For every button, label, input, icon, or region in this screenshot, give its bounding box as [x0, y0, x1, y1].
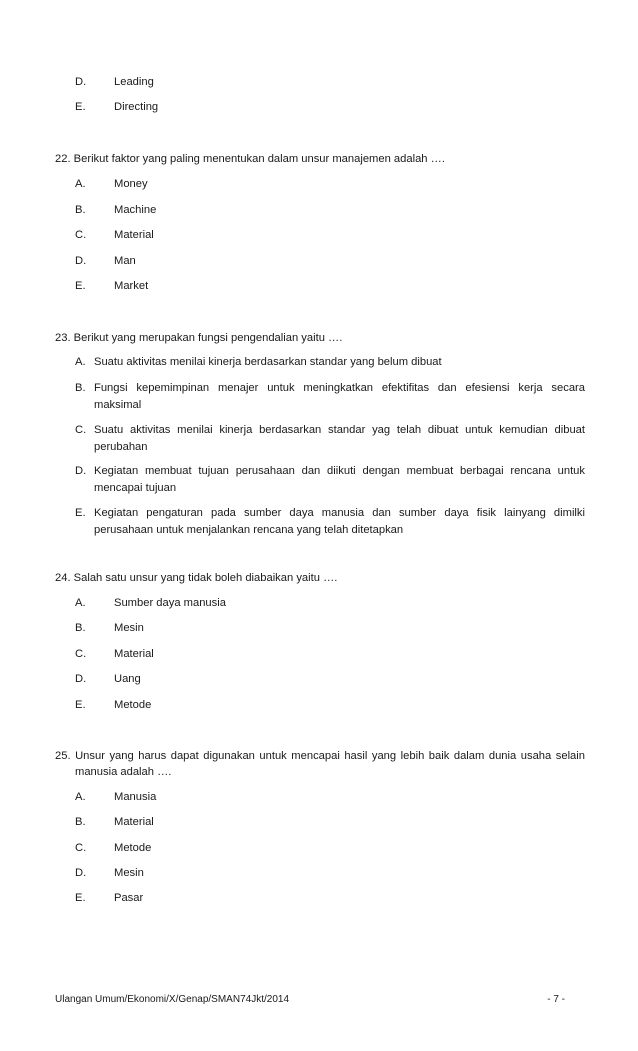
option-text: Material [114, 229, 154, 241]
option-text: Sumber daya manusia [114, 597, 226, 609]
option-letter: E. [75, 699, 86, 711]
option-text-line-1: Kegiatan membuat tujuan perusahaan dan diikuti dengan membuat berbagai rencana untuk [94, 465, 585, 477]
option-letter: A. [75, 356, 86, 368]
option-letter: A. [75, 791, 86, 803]
option-text: Manusia [114, 791, 157, 803]
footer-page-number: - 7 - [547, 994, 565, 1005]
option-text-line-1: Fungsi kepemimpinan menajer untuk meningkatkan efektifitas dan efesiensi kerja secara [94, 382, 585, 394]
question-22-stem: 22. Berikut faktor yang paling menentukan dalam unsur manajemen adalah …. [55, 153, 445, 165]
option-text: Metode [114, 699, 152, 711]
q23-option-c [75, 422, 585, 455]
q23-option-d [75, 463, 585, 496]
option-letter: B. [75, 816, 86, 828]
q23-option-b [75, 380, 585, 413]
option-text-line-1: Kegiatan pengaturan pada sumber daya manusia dan sumber daya fisik lainyang dimilki [94, 507, 585, 519]
option-letter: A. [75, 178, 86, 190]
option-letter: B. [75, 204, 86, 216]
question-24-stem: 24. Salah satu unsur yang tidak boleh diabaikan yaitu …. [55, 572, 338, 584]
option-letter: D. [75, 76, 87, 88]
option-letter: C. [75, 229, 87, 241]
option-letter: E. [75, 892, 86, 904]
option-text-line-2: mencapai tujuan [94, 481, 177, 494]
option-text: Mesin [114, 867, 144, 879]
option-letter: C. [75, 424, 87, 436]
q23-option-a [75, 354, 585, 371]
option-letter: D. [75, 673, 87, 685]
option-text: Market [114, 280, 149, 292]
option-text-line-2: maksimal [94, 398, 142, 411]
question-stem-line-1: 25. Unsur yang harus dapat digunakan untuk mencapai hasil yang lebih baik dalam dunia usaha selain [55, 750, 585, 762]
option-text: Material [114, 648, 154, 660]
option-text: Machine [114, 204, 157, 216]
question-25-stem [55, 748, 585, 780]
option-text: Material [114, 816, 154, 828]
option-text: Metode [114, 842, 152, 854]
option-letter: A. [75, 597, 86, 609]
option-text-line-2: perusahaan untuk menjalankan rencana yang telah ditetapkan [94, 523, 404, 536]
question-stem-line-2: manusia adalah …. [75, 766, 172, 778]
option-text: Directing [114, 101, 159, 113]
option-letter: D. [75, 255, 87, 267]
option-letter: E. [75, 507, 86, 519]
option-letter: B. [75, 382, 86, 394]
option-text: Uang [114, 673, 141, 685]
option-text: Suatu aktivitas menilai kinerja berdasarkan standar yang belum dibuat [94, 356, 442, 368]
q23-option-e [75, 505, 585, 538]
question-23-stem: 23. Berikut yang merupakan fungsi pengendalian yaitu …. [55, 332, 343, 344]
option-letter: D. [75, 465, 87, 477]
option-text: Leading [114, 76, 154, 88]
option-text: Pasar [114, 892, 144, 904]
option-text-line-1: Suatu aktivitas menilai kinerja berdasarkan standar yag telah dibuat untuk kemudian dibuat [94, 424, 585, 436]
page-footer [55, 993, 565, 1007]
option-text: Man [114, 255, 136, 267]
option-letter: C. [75, 842, 87, 854]
option-letter: B. [75, 622, 86, 634]
option-letter: C. [75, 648, 87, 660]
option-text: Mesin [114, 622, 144, 634]
footer-document-id: Ulangan Umum/Ekonomi/X/Genap/SMAN74Jkt/2014 [55, 994, 290, 1005]
option-letter: D. [75, 867, 87, 879]
option-text: Money [114, 178, 148, 190]
option-letter: E. [75, 280, 86, 292]
option-text-line-2: perubahan [94, 440, 148, 453]
option-letter: E. [75, 101, 86, 113]
